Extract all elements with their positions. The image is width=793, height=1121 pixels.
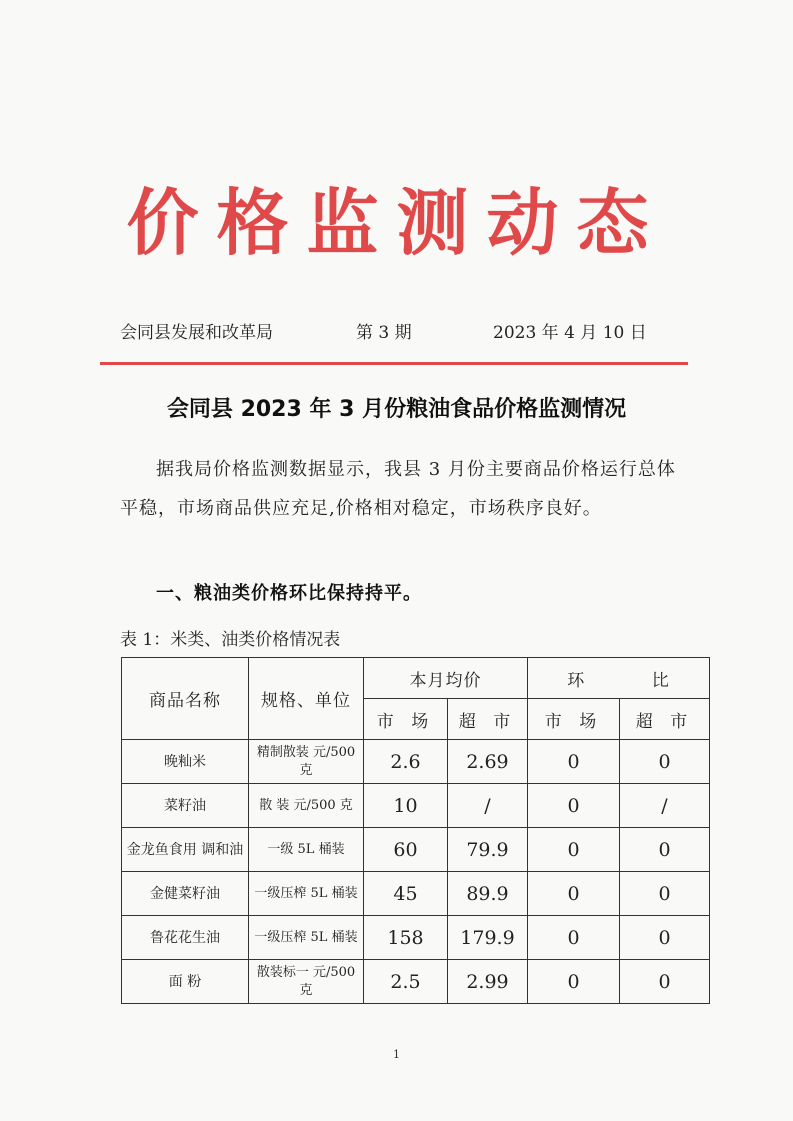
- product-spec: 散 装 元/500 克: [249, 784, 364, 828]
- product-name: 菜籽油: [122, 784, 249, 828]
- avg-market-price: 158: [364, 916, 448, 960]
- issuer: 会同县发展和改革局: [120, 323, 273, 343]
- section-heading: 一、粮油类价格环比保持持平。: [156, 583, 422, 604]
- price-table: [121, 657, 710, 1004]
- product-spec: 散装标一 元/500 克: [249, 960, 364, 1004]
- header-avg-market: 市 场: [364, 699, 448, 740]
- masthead-title: 价格监测动态: [126, 180, 667, 265]
- avg-supermarket-price: 2.69: [448, 740, 528, 784]
- ratio-supermarket: 0: [620, 872, 710, 916]
- red-divider: [100, 362, 688, 365]
- ratio-supermarket: 0: [620, 960, 710, 1004]
- product-spec: 精制散装 元/500 克: [249, 740, 364, 784]
- ratio-market: 0: [528, 740, 620, 784]
- avg-supermarket-price: 179.9: [448, 916, 528, 960]
- avg-market-price: 2.5: [364, 960, 448, 1004]
- document-title: 会同县 2023 年 3 月份粮油食品价格监测情况: [166, 397, 627, 422]
- issue-date: 2023 年 4 月 10 日: [493, 323, 647, 343]
- table-row: [122, 960, 710, 1004]
- ratio-supermarket: 0: [620, 828, 710, 872]
- product-spec: 一级压榨 5L 桶装: [249, 872, 364, 916]
- header-ratio-market: 市 场: [528, 699, 620, 740]
- avg-market-price: 45: [364, 872, 448, 916]
- avg-supermarket-price: /: [448, 784, 528, 828]
- ratio-market: 0: [528, 960, 620, 1004]
- ratio-supermarket: 0: [620, 740, 710, 784]
- ratio-market: 0: [528, 872, 620, 916]
- header-ratio: 环 比: [528, 658, 710, 699]
- header-avg-price: 本月均价: [364, 658, 528, 699]
- header-name: 商品名称: [122, 658, 249, 740]
- avg-market-price: 10: [364, 784, 448, 828]
- avg-market-price: 2.6: [364, 740, 448, 784]
- product-spec: 一级压榨 5L 桶装: [249, 916, 364, 960]
- table-row: [122, 784, 710, 828]
- product-name: 金龙鱼食用 调和油: [122, 828, 249, 872]
- table-caption: 表 1：米类、油类价格情况表: [120, 630, 341, 650]
- avg-supermarket-price: 89.9: [448, 872, 528, 916]
- product-name: 鲁花花生油: [122, 916, 249, 960]
- product-spec: 一级 5L 桶装: [249, 828, 364, 872]
- intro-paragraph: 据我局价格监测数据显示，我县 3 月份主要商品价格运行总体平稳，市场商品供应充足,价格相对稳定，市场秩序良好。: [120, 459, 676, 519]
- table-row: [122, 916, 710, 960]
- avg-market-price: 60: [364, 828, 448, 872]
- avg-supermarket-price: 2.99: [448, 960, 528, 1004]
- product-name: 面 粉: [122, 960, 249, 1004]
- page-number: 1: [393, 1048, 400, 1061]
- header-avg-supermarket: 超 市: [448, 699, 528, 740]
- table-row: [122, 872, 710, 916]
- header-spec: 规格、单位: [249, 658, 364, 740]
- header-ratio-supermarket: 超 市: [620, 699, 710, 740]
- avg-supermarket-price: 79.9: [448, 828, 528, 872]
- ratio-supermarket: /: [620, 784, 710, 828]
- ratio-market: 0: [528, 828, 620, 872]
- ratio-market: 0: [528, 916, 620, 960]
- product-name: 晚籼米: [122, 740, 249, 784]
- table-row: [122, 740, 710, 784]
- issue-number: 第 3 期: [356, 323, 412, 343]
- table-row: [122, 828, 710, 872]
- product-name: 金健菜籽油: [122, 872, 249, 916]
- ratio-market: 0: [528, 784, 620, 828]
- ratio-supermarket: 0: [620, 916, 710, 960]
